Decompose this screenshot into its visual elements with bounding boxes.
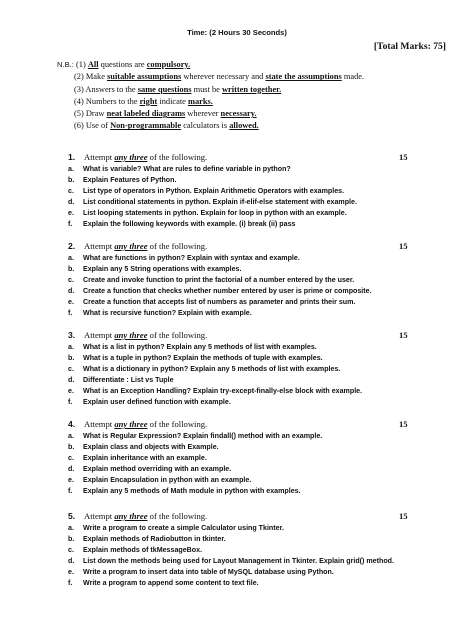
sub-question-list — [68, 432, 418, 499]
sub-question-letter: c. — [68, 187, 74, 196]
sub-question-letter: e. — [68, 476, 74, 485]
question-header — [68, 330, 418, 343]
sub-question-text: What is a tuple in python? Explain the methods of tuple with examples. — [83, 354, 323, 363]
sub-question-text: Explain the following keywords with example. (i) break (ii) pass — [83, 220, 296, 229]
sub-question — [68, 387, 418, 398]
sub-question-letter: c. — [68, 546, 74, 555]
instruction-text: wherever — [185, 109, 221, 119]
question-header — [68, 511, 418, 524]
question-marks: 15 — [399, 152, 408, 162]
sub-question-text: Explain Features of Python. — [83, 176, 177, 185]
sub-question-letter: d. — [68, 465, 75, 474]
instruction-emphasis: same questions — [137, 84, 192, 94]
instruction-line — [57, 84, 364, 96]
instructions-block — [57, 59, 364, 133]
question-block — [68, 152, 418, 232]
sub-question — [68, 309, 418, 320]
sub-question-letter: e. — [68, 387, 74, 396]
sub-question-text: Explain methods of tkMessageBox. — [83, 546, 203, 555]
sub-question — [68, 524, 418, 535]
question-instruction — [84, 152, 207, 162]
question-block — [68, 511, 418, 591]
sub-question-text: Explain methods of Radiobutton in tkinter. — [83, 535, 226, 544]
sub-question-letter: b. — [68, 354, 75, 363]
sub-question-letter: b. — [68, 535, 75, 544]
instruction-number: (2) — [74, 72, 86, 82]
sub-question-letter: a. — [68, 254, 74, 262]
instruction-text: Answers to the — [85, 84, 138, 94]
question-instruction — [84, 241, 207, 251]
sub-question — [68, 254, 418, 265]
sub-question — [68, 265, 418, 276]
sub-question — [68, 432, 418, 443]
instruction-emphasis: any three — [114, 330, 148, 340]
sub-question-list — [68, 524, 418, 591]
sub-question-text: Explain class and objects with Example. — [83, 443, 219, 452]
sub-question-text: Write a program to insert data into table of MySQL database using Python. — [83, 568, 334, 577]
sub-question-text: Explain method overriding with an example. — [83, 465, 232, 474]
instruction-emphasis: neat labeled diagrams — [106, 109, 186, 119]
instruction-lead: Attempt — [84, 511, 115, 521]
sub-question-letter: f. — [68, 579, 73, 588]
sub-question-letter: d. — [68, 198, 75, 207]
sub-question-text: Create a function that checks whether number entered by user is prime or composite. — [83, 287, 372, 296]
sub-question-text: Explain user defined function with example. — [83, 398, 231, 407]
instruction-text: indicate — [157, 96, 188, 106]
instruction-text: questions are — [98, 60, 147, 69]
instruction-number: (4) — [74, 96, 86, 106]
sub-question-letter: a. — [68, 165, 74, 173]
instruction-number: (6) — [74, 121, 86, 131]
sub-question-text: Explain any 5 String operations with examples. — [83, 265, 242, 274]
instruction-emphasis: any three — [114, 419, 148, 429]
instruction-prefix: N.B.: — [57, 60, 76, 69]
sub-question-list — [68, 254, 418, 321]
sub-question — [68, 220, 418, 231]
instruction-number: (3) — [74, 84, 86, 94]
sub-question-text: What is a dictionary in python? Explain any 5 methods of list with examples. — [83, 365, 341, 374]
question-marks: 15 — [399, 241, 408, 251]
instruction-text: calculators is — [181, 121, 230, 131]
instruction-emphasis: any three — [114, 511, 148, 521]
question-header — [68, 419, 418, 432]
sub-question — [68, 443, 418, 454]
sub-question-letter: f. — [68, 487, 73, 496]
sub-question-letter: f. — [68, 398, 73, 407]
instruction-emphasis: state the assumptions — [265, 72, 342, 82]
sub-question-letter: c. — [68, 276, 74, 285]
sub-question — [68, 198, 418, 209]
instruction-tail: of the following. — [147, 419, 208, 429]
instruction-line — [57, 96, 364, 108]
sub-question — [68, 546, 418, 557]
question-block — [68, 241, 418, 321]
sub-question-text: What is a list in python? Explain any 5 methods of list with examples. — [83, 343, 317, 351]
sub-question-letter: a. — [68, 524, 74, 532]
sub-question-text: What is Regular Expression? Explain findall() method with an example. — [83, 432, 323, 440]
sub-question — [68, 165, 418, 176]
sub-question — [68, 209, 418, 220]
sub-question — [68, 343, 418, 354]
sub-question-letter: d. — [68, 557, 75, 566]
exam-duration: Time: (2 Hours 30 Seconds) — [187, 28, 287, 37]
instruction-line — [57, 120, 364, 132]
instruction-tail: of the following. — [147, 152, 208, 162]
sub-question-text: What are functions in python? Explain with syntax and example. — [83, 254, 300, 262]
sub-question — [68, 535, 418, 546]
question-marks: 15 — [399, 330, 408, 340]
sub-question-letter: e. — [68, 568, 74, 577]
instruction-line — [57, 108, 364, 120]
sub-question-letter: e. — [68, 298, 74, 307]
sub-question-text: Explain Encapsulation in python with an example. — [83, 476, 252, 485]
instruction-lead: Attempt — [84, 330, 115, 340]
question-instruction — [84, 511, 207, 521]
sub-question-letter: c. — [68, 365, 74, 374]
sub-question — [68, 568, 418, 579]
sub-question-text: What is recursive function? Explain with example. — [83, 309, 252, 318]
sub-question — [68, 476, 418, 487]
sub-question — [68, 454, 418, 465]
sub-question — [68, 298, 418, 309]
sub-question-text: Create and invoke function to print the factorial of a number entered by the user. — [83, 276, 355, 285]
question-number: 3. — [68, 330, 76, 340]
sub-question-letter: d. — [68, 376, 75, 385]
sub-question — [68, 557, 418, 568]
instruction-text: Make — [85, 72, 108, 82]
sub-question-text: List down the methods being used for Layout Management in Tkinter. Explain grid() method. — [83, 557, 394, 566]
instruction-tail: of the following. — [147, 330, 208, 340]
question-header — [68, 241, 418, 254]
instruction-emphasis: any three — [114, 241, 148, 251]
sub-question-text: List looping statements in python. Explain for loop in python with an example. — [83, 209, 347, 218]
instruction-line — [57, 71, 364, 83]
sub-question — [68, 287, 418, 298]
sub-question-text: Differentiate : List vs Tuple — [83, 376, 174, 385]
sub-question-letter: b. — [68, 265, 75, 274]
sub-question-text: Explain any 5 methods of Math module in python with examples. — [83, 487, 301, 496]
sub-question-text: Create a function that accepts list of numbers as parameter and prints their sum. — [83, 298, 356, 307]
sub-question-text: Explain inheritance with an example. — [83, 454, 207, 463]
sub-question-list — [68, 165, 418, 232]
sub-question — [68, 398, 418, 409]
sub-question-text: What is an Exception Handling? Explain try-except-finally-else block with example. — [83, 387, 363, 396]
sub-question-letter: b. — [68, 443, 75, 452]
instruction-emphasis: any three — [114, 152, 148, 162]
instruction-text: made. — [341, 72, 365, 82]
sub-question — [68, 487, 418, 498]
sub-question-letter: c. — [68, 454, 74, 463]
sub-question-letter: f. — [68, 309, 73, 318]
instruction-text: wherever necessary and — [181, 72, 266, 82]
instruction-text: must be — [191, 84, 222, 94]
instruction-emphasis: allowed. — [229, 121, 259, 131]
sub-question — [68, 376, 418, 387]
instruction-emphasis: compulsory. — [146, 60, 191, 69]
instruction-lead: Attempt — [84, 241, 115, 251]
question-marks: 15 — [399, 511, 408, 521]
question-marks: 15 — [399, 419, 408, 429]
question-number: 2. — [68, 241, 76, 251]
instruction-lead: Attempt — [84, 419, 115, 429]
instruction-text: Use of — [85, 121, 111, 131]
instruction-number: (1) — [76, 60, 88, 69]
sub-question-text: List type of operators in Python. Explain Arithmetic Operators with examples. — [83, 187, 345, 196]
sub-question — [68, 465, 418, 476]
sub-question-letter: b. — [68, 176, 75, 185]
sub-question-letter: e. — [68, 209, 74, 218]
instruction-text: Numbers to the — [85, 96, 140, 106]
question-number: 4. — [68, 419, 76, 429]
sub-question — [68, 579, 418, 590]
sub-question — [68, 365, 418, 376]
sub-question-letter: a. — [68, 343, 74, 351]
sub-question-letter: d. — [68, 287, 75, 296]
sub-question — [68, 176, 418, 187]
sub-question — [68, 354, 418, 365]
sub-question-letter: f. — [68, 220, 73, 229]
sub-question — [68, 276, 418, 287]
sub-question-text: Write a program to create a simple Calculator using Tkinter. — [83, 524, 284, 532]
sub-question-letter: a. — [68, 432, 74, 440]
instruction-emphasis: marks. — [187, 96, 213, 106]
sub-question-text: Write a program to append some content to text file. — [83, 579, 259, 588]
sub-question-list — [68, 343, 418, 410]
instruction-tail: of the following. — [147, 511, 208, 521]
instruction-text: Draw — [85, 109, 107, 119]
instruction-tail: of the following. — [147, 241, 208, 251]
instruction-lead: Attempt — [84, 152, 115, 162]
sub-question-text: What is variable? What are rules to define variable in python? — [83, 165, 291, 173]
total-marks: [Total Marks: 75] — [373, 41, 446, 52]
sub-question — [68, 187, 418, 198]
question-number: 5. — [68, 511, 76, 521]
instruction-emphasis: Non-programmable — [110, 121, 182, 131]
sub-question-text: List conditional statements in python. Explain if-elif-else statement with example. — [83, 198, 357, 207]
question-instruction — [84, 419, 207, 429]
instruction-number: (5) — [74, 109, 86, 119]
instruction-emphasis: All — [87, 60, 99, 69]
instruction-emphasis: suitable assumptions — [107, 72, 182, 82]
instruction-emphasis: right — [139, 96, 158, 106]
instruction-line — [57, 59, 364, 71]
instruction-emphasis: necessary. — [220, 109, 257, 119]
instruction-emphasis: written together. — [221, 84, 282, 94]
question-instruction — [84, 330, 207, 340]
question-header — [68, 152, 418, 165]
question-block — [68, 330, 418, 410]
question-block — [68, 419, 418, 499]
question-number: 1. — [68, 152, 76, 162]
